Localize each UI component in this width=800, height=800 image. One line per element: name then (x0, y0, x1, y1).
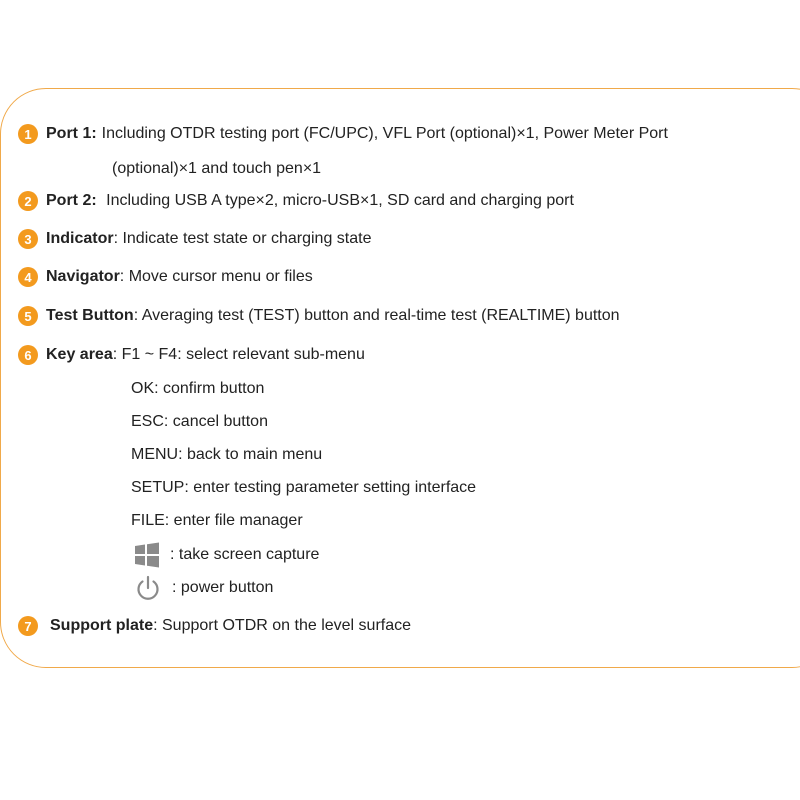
item-port-1-continuation: (optional)×1 and touch pen×1 (112, 160, 322, 177)
number-badge: 1 (18, 124, 38, 144)
item-text: : Averaging test (TEST) button and real-time test (REALTIME) button (133, 307, 620, 324)
key-menu: MENU: back to main menu (131, 446, 323, 463)
key-power (134, 574, 273, 602)
number-badge: 3 (18, 229, 38, 249)
item-port-1 (18, 124, 668, 144)
item-label: Port 1: (46, 125, 97, 142)
key-file: FILE: enter file manager (131, 512, 303, 529)
screen-capture-text: : take screen capture (170, 546, 320, 563)
number-badge: 7 (18, 616, 38, 636)
item-label: Key area (46, 346, 113, 363)
number-badge: 4 (18, 267, 38, 287)
number-badge: 5 (18, 306, 38, 326)
number-badge: 6 (18, 345, 38, 365)
item-label: Test Button (46, 307, 134, 324)
item-text: : Support OTDR on the level surface (153, 617, 412, 634)
key-ok: OK: confirm button (131, 380, 265, 397)
key-setup: SETUP: enter testing parameter setting interface (131, 479, 477, 496)
power-text: : power button (172, 579, 274, 596)
item-support-plate (18, 616, 411, 636)
item-label: Indicator (46, 230, 114, 247)
number-badge: 2 (18, 191, 38, 211)
item-text: : Move cursor menu or files (119, 268, 313, 285)
item-key-area (18, 345, 365, 365)
item-text: Including OTDR testing port (FC/UPC), VFL Port (optional)×1, Power Meter Port (101, 125, 668, 142)
item-label: Port 2: (46, 192, 97, 209)
item-test-button (18, 306, 620, 326)
power-icon (134, 574, 162, 602)
item-label: Support plate (50, 617, 154, 634)
item-port-2 (18, 191, 574, 211)
item-navigator (18, 267, 313, 287)
windows-icon (134, 542, 160, 568)
item-text: : Indicate test state or charging state (113, 230, 372, 247)
item-indicator (18, 229, 371, 249)
key-esc: ESC: cancel button (131, 413, 268, 430)
item-label: Navigator (46, 268, 120, 285)
item-text: Including USB A type×2, micro-USB×1, SD card and charging port (101, 192, 574, 209)
item-text: : F1 ~ F4: select relevant sub-menu (112, 346, 365, 363)
key-screen-capture (134, 542, 319, 568)
